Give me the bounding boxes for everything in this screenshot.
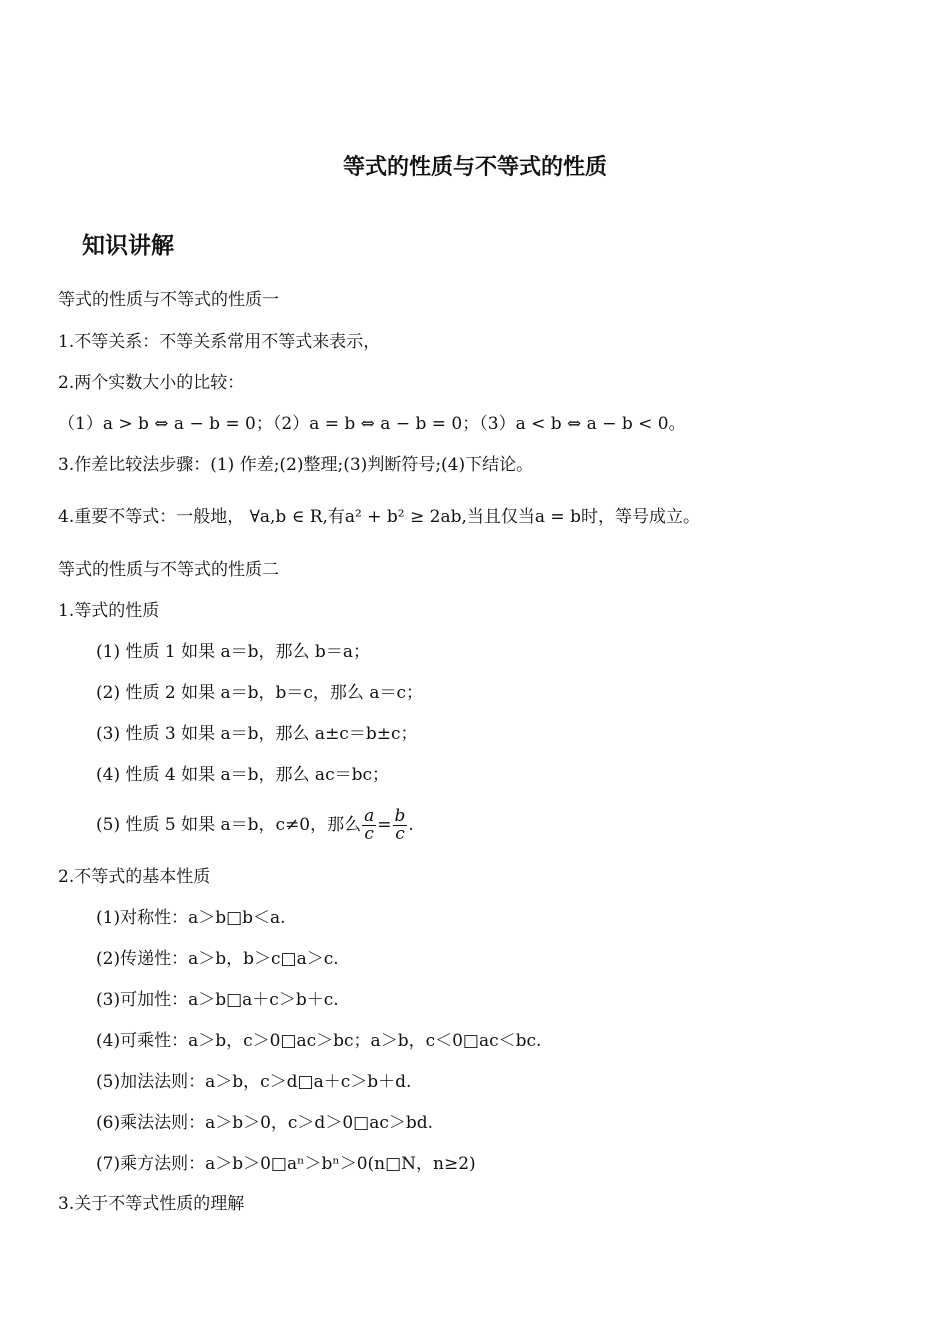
understanding-heading: 3.关于不等式性质的理解: [58, 1194, 245, 1214]
part2-heading: 等式的性质与不等式的性质二: [58, 560, 279, 580]
item-2: 2.两个实数大小的比较：: [58, 373, 245, 393]
page-title: 等式的性质与不等式的性质: [342, 155, 607, 180]
section-heading: 知识讲解: [82, 233, 174, 259]
equality-prop-3: (3) 性质 3 如果 a＝b，那么 a±c＝b±c；: [96, 724, 418, 744]
inequality-heading: 2.不等式的基本性质: [58, 867, 211, 887]
frac-denominator-c: c: [364, 824, 374, 844]
frac-numerator-a: a: [364, 806, 375, 826]
item-3: 3.作差比较法步骤：(1) 作差;(2)整理;(3)判断符号;(4)下结论。: [58, 455, 534, 475]
inequality-prop-2: (2)传递性：a＞b，b＞c□a＞c.: [96, 949, 339, 969]
item-1: 1.不等关系：不等关系常用不等式来表示，: [58, 332, 381, 352]
inequality-prop-6: (6)乘法法则：a＞b＞0，c＞d＞0□ac＞bd.: [96, 1113, 434, 1133]
frac-numerator-b: b: [394, 806, 406, 826]
inequality-prop-3: (3)可加性：a＞b□a＋c＞b＋c.: [96, 990, 339, 1010]
comparison-line: （1）a > b ⇔ a − b = 0；（2）a = b ⇔ a − b = 0；（3）a < b ⇔ a − b < 0。: [58, 414, 686, 434]
inequality-prop-7: (7)乘方法则：a＞b＞0□aⁿ＞bⁿ＞0(n□N，n≥2): [96, 1154, 476, 1174]
inequality-prop-5: (5)加法法则：a＞b，c＞d□a＋c＞b＋d.: [96, 1072, 412, 1092]
equality-heading: 1.等式的性质: [58, 601, 160, 621]
item-4: 4.重要不等式：一般地， ∀a,b ∈ R,有a² + b² ≥ 2ab,当且仅当a = b时，等号成立。: [58, 507, 700, 527]
inequality-prop-4: (4)可乘性：a＞b，c＞0□ac＞bc；a＞b，c＜0□ac＜bc.: [96, 1031, 542, 1051]
equality-prop-5-text: (5) 性质 5 如果 a＝b，c≠0，那么: [96, 815, 362, 835]
equality-prop-1: (1) 性质 1 如果 a＝b，那么 b＝a；: [96, 642, 370, 662]
equality-prop-5: (5) 性质 5 如果 a＝b，c≠0，那么 $\frac{a}{c}$ = $\frac{b}{c}$ .: [96, 806, 414, 844]
frac-denominator-c2: c: [395, 824, 405, 844]
fraction-a-over-c: [362, 808, 376, 843]
part1-heading: 等式的性质与不等式的性质一: [58, 290, 279, 310]
inequality-prop-1: (1)对称性：a＞b□b＜a.: [96, 908, 286, 928]
fraction-b-over-c: [393, 808, 408, 843]
equality-prop-2: (2) 性质 2 如果 a＝b，b＝c，那么 a＝c；: [96, 683, 423, 703]
equality-prop-4: (4) 性质 4 如果 a＝b，那么 ac＝bc；: [96, 765, 389, 785]
